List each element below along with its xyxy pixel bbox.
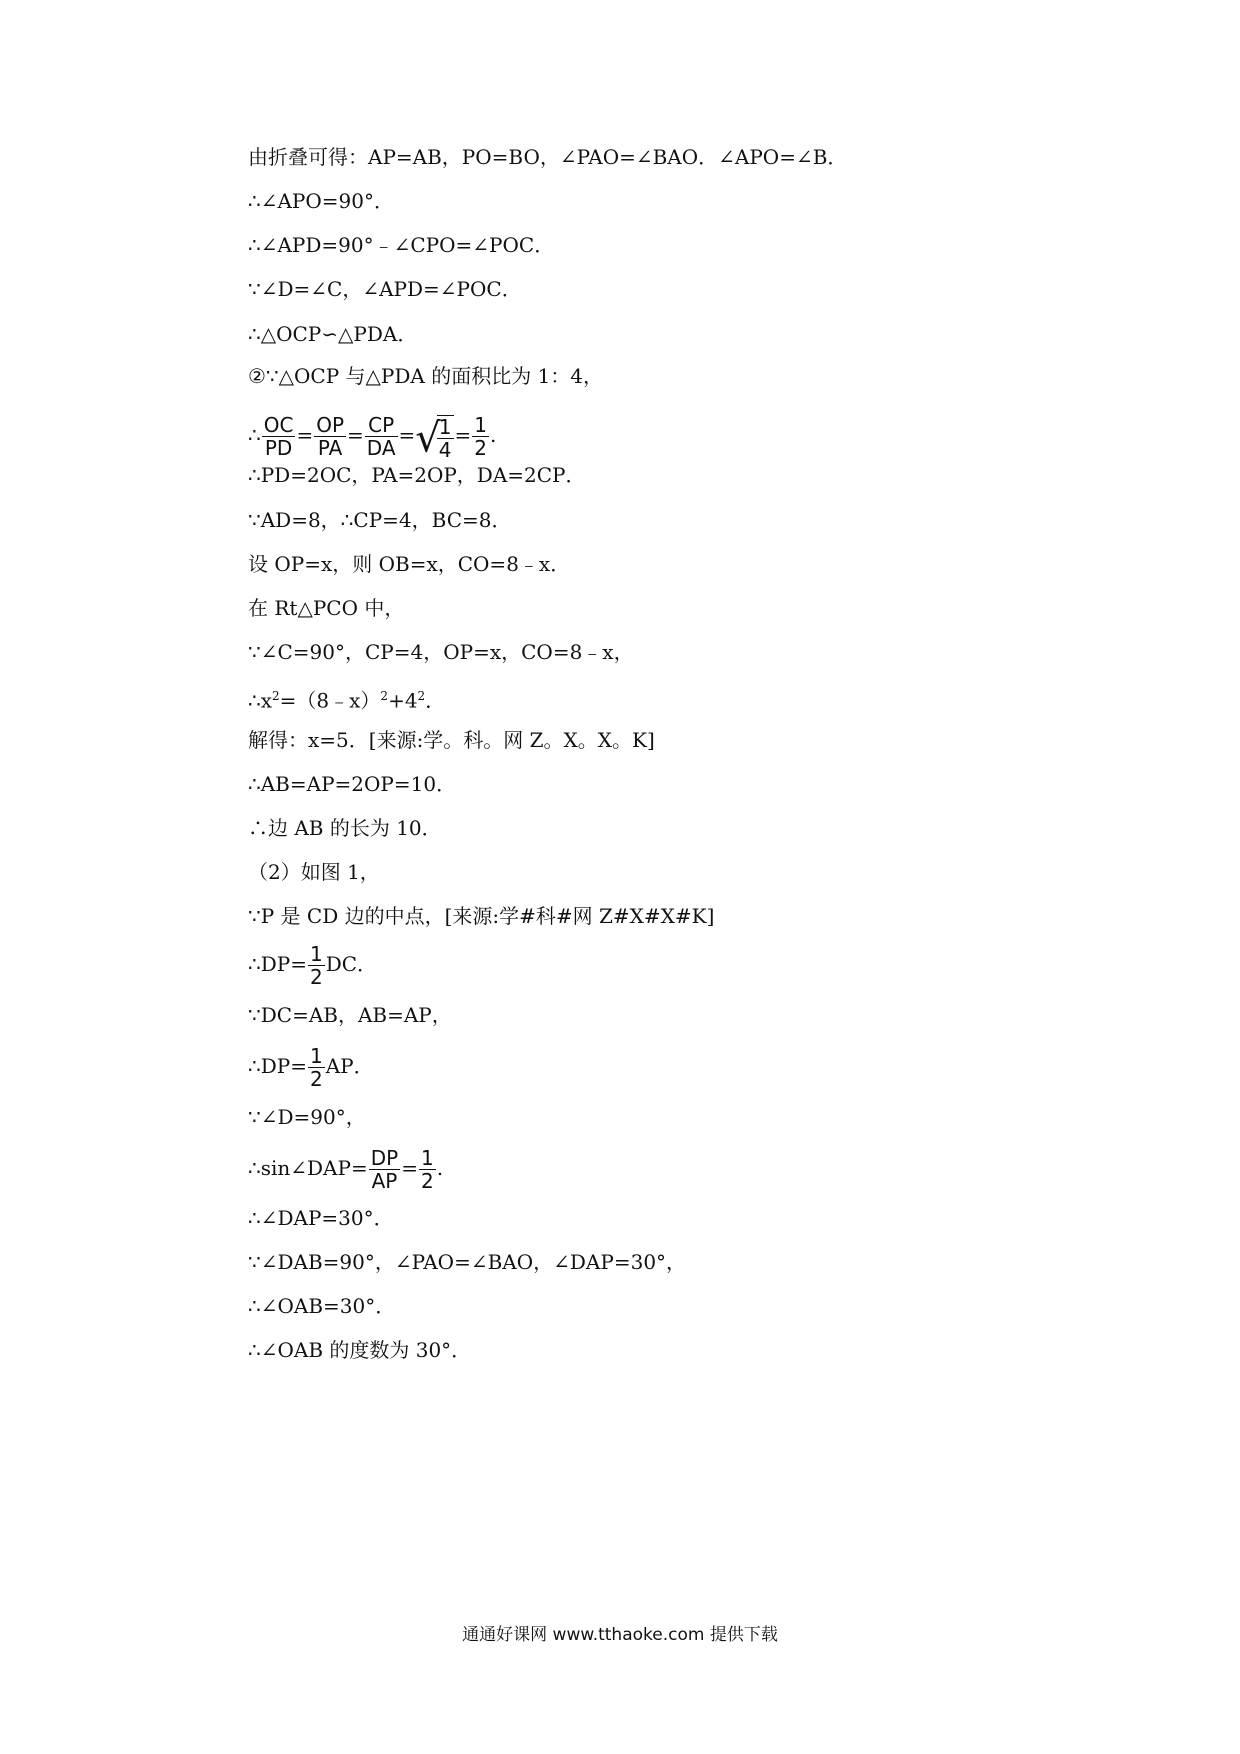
- equation-text: ∴sin∠DAP=: [248, 1156, 368, 1180]
- fraction-denominator: 2: [474, 436, 488, 460]
- solution-line: ∵AD=8，∴CP=4，BC=8．: [248, 508, 512, 532]
- equals-sign: =: [401, 1156, 418, 1180]
- solution-line: 解得：x=5．[来源:学。科。网 Z。X。X。K]: [248, 728, 655, 752]
- solution-line: （2）如图 1，: [248, 860, 380, 884]
- solution-line: ∵∠D=∠C，∠APD=∠POC．: [248, 277, 522, 301]
- solution-line: ∵∠C=90°，CP=4，OP=x，CO=8﹣x，: [248, 640, 634, 664]
- page-footer: 通通好课网 www.tthaoke.com 提供下载: [462, 1625, 778, 1645]
- fraction-one-half: [419, 1147, 436, 1192]
- fraction-oc-pd: [262, 414, 296, 459]
- period: .: [490, 423, 497, 447]
- equation-text: =（8﹣x）: [279, 688, 381, 713]
- solution-line: ∴边 AB 的长为 10．: [248, 816, 442, 840]
- fraction-denominator: 2: [309, 1067, 323, 1091]
- equals-sign: =: [347, 423, 364, 447]
- equation-text: +4: [388, 688, 418, 713]
- sine-equation: [248, 1136, 443, 1200]
- equals-sign: =: [296, 423, 314, 447]
- dp-half-ap-equation: [248, 1034, 374, 1098]
- solution-line: ∵P 是 CD 边的中点，[来源:学#科#网 Z#X#X#K]: [248, 904, 715, 928]
- equation-text: AP．: [325, 1054, 374, 1078]
- solution-line: ∴∠OAB=30°．: [248, 1294, 396, 1318]
- solution-line: ∴△OCP∽△PDA．: [248, 322, 418, 346]
- solution-line: ∴∠APO=90°．: [248, 189, 394, 213]
- fraction-numerator: 1: [438, 415, 452, 439]
- fraction-denominator: DA: [366, 436, 396, 460]
- fraction-dp-ap: [369, 1147, 400, 1192]
- solution-line: ∴PD=2OC，PA=2OP，DA=2CP．: [248, 463, 586, 487]
- solution-line: ②∵△OCP 与△PDA 的面积比为 1：4，: [248, 364, 604, 388]
- fraction-numerator: 1: [309, 1044, 323, 1068]
- equation-text: ∴DP=: [248, 1054, 307, 1078]
- fraction-numerator: OC: [263, 413, 294, 437]
- fraction-numerator: 1: [420, 1146, 434, 1170]
- fraction-denominator: 4: [438, 438, 452, 462]
- solution-line: ∴∠DAP=30°．: [248, 1206, 394, 1230]
- fraction-one-half: [308, 1045, 325, 1090]
- fraction-denominator: AP: [371, 1169, 398, 1193]
- solution-line: ∵∠D=90°，: [248, 1105, 366, 1129]
- fraction-numerator: 1: [474, 413, 488, 437]
- radical-sign-icon: √: [415, 415, 441, 461]
- fraction-cp-da: [365, 414, 398, 459]
- solution-line: ∵∠DAB=90°，∠PAO=∠BAO，∠DAP=30°，: [248, 1250, 687, 1274]
- solution-line: ∴∠OAB 的度数为 30°．: [248, 1338, 472, 1362]
- solution-line: ∴AB=AP=2OP=10．: [248, 772, 457, 796]
- period: .: [436, 1156, 444, 1180]
- dp-half-dc-equation: [248, 932, 377, 996]
- solution-line: 在 Rt△PCO 中，: [248, 596, 405, 620]
- fraction-numerator: 1: [309, 942, 323, 966]
- fraction-denominator: PA: [317, 436, 343, 460]
- pythagoras-equation: [248, 676, 445, 716]
- superscript: 2: [417, 689, 426, 703]
- fraction-denominator: 2: [309, 965, 323, 989]
- equation-text: ∴DP=: [248, 952, 307, 976]
- therefore-symbol: ∴: [248, 423, 261, 447]
- superscript: 2: [380, 689, 389, 703]
- solution-line: ∵DC=AB，AB=AP，: [248, 1003, 452, 1027]
- period: ．: [425, 688, 446, 713]
- equation-text: DC．: [325, 952, 378, 976]
- fraction-numerator: CP: [365, 414, 398, 437]
- solution-line: 由折叠可得：AP=AB，PO=BO，∠PAO=∠BAO．∠APO=∠B．: [248, 145, 848, 169]
- equation-text: ∴x: [248, 688, 273, 713]
- fraction-op-pa: [314, 414, 346, 459]
- equals-sign: =: [398, 423, 416, 447]
- fraction-one-half: [472, 414, 489, 459]
- fraction-numerator: OP: [316, 413, 345, 437]
- equals-sign: =: [454, 423, 472, 447]
- superscript: 2: [272, 689, 280, 703]
- fraction-denominator: 2: [420, 1169, 434, 1193]
- solution-line: 设 OP=x，则 OB=x，CO=8﹣x．: [248, 552, 571, 576]
- solution-line: ∴∠APD=90°﹣∠CPO=∠POC．: [248, 233, 555, 257]
- fraction-denominator: PD: [264, 436, 293, 460]
- fraction-one-half: [308, 943, 325, 988]
- fraction-numerator: DP: [370, 1146, 399, 1170]
